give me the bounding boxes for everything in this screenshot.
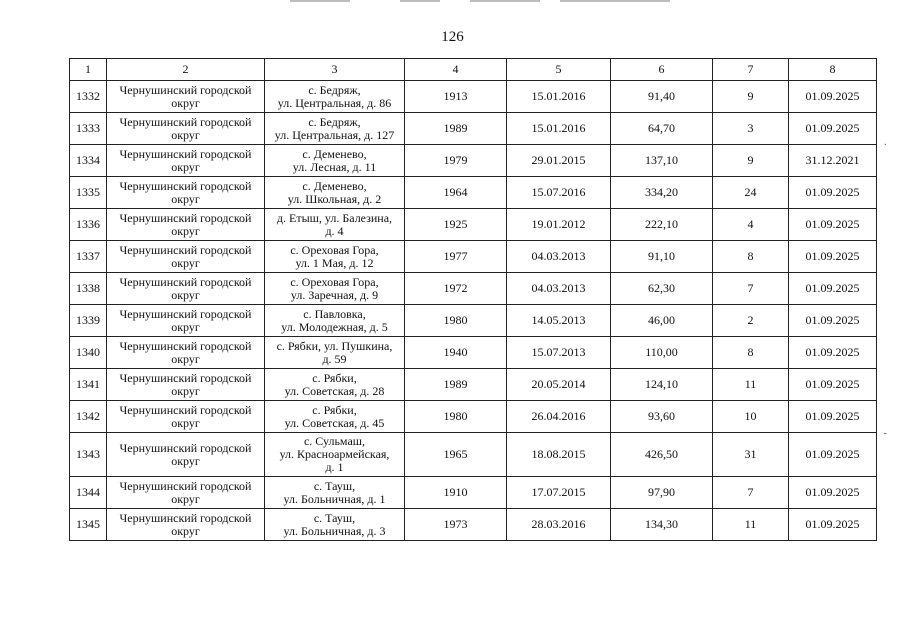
table-row	[70, 113, 877, 145]
cell-deadline-date: 01.09.2025	[789, 113, 877, 145]
cell-deadline-date: 01.09.2025	[789, 81, 877, 113]
cell-row-number: 1336	[70, 209, 107, 241]
cell-date: 15.01.2016	[507, 81, 611, 113]
housing-registry-table	[69, 58, 877, 541]
cell-date: 26.04.2016	[507, 401, 611, 433]
cell-count: 8	[713, 241, 789, 273]
cell-municipality: Чернушинский городской округ	[107, 509, 265, 541]
table-row	[70, 81, 877, 113]
cell-municipality: Чернушинский городской округ	[107, 477, 265, 509]
cell-year-built: 1977	[405, 241, 507, 273]
cell-municipality: Чернушинский городской округ	[107, 369, 265, 401]
cell-deadline-date: 01.09.2025	[789, 369, 877, 401]
cell-count: 7	[713, 477, 789, 509]
cell-count: 11	[713, 369, 789, 401]
cell-date: 29.01.2015	[507, 145, 611, 177]
top-scan-mark	[560, 0, 670, 2]
cell-year-built: 1979	[405, 145, 507, 177]
cell-address: д. Етыш, ул. Балезина, д. 4	[265, 209, 405, 241]
cell-area: 426,50	[611, 433, 713, 477]
cell-row-number: 1342	[70, 401, 107, 433]
cell-area: 222,10	[611, 209, 713, 241]
cell-municipality: Чернушинский городской округ	[107, 273, 265, 305]
cell-address: с. Деменево, ул. Лесная, д. 11	[265, 145, 405, 177]
table-row	[70, 401, 877, 433]
margin-tick: -	[883, 428, 887, 439]
cell-count: 9	[713, 145, 789, 177]
cell-date: 15.07.2016	[507, 177, 611, 209]
cell-year-built: 1965	[405, 433, 507, 477]
column-header: 8	[789, 59, 877, 81]
cell-municipality: Чернушинский городской округ	[107, 337, 265, 369]
cell-row-number: 1341	[70, 369, 107, 401]
cell-year-built: 1972	[405, 273, 507, 305]
cell-municipality: Чернушинский городской округ	[107, 209, 265, 241]
cell-row-number: 1343	[70, 433, 107, 477]
cell-year-built: 1910	[405, 477, 507, 509]
cell-date: 14.05.2013	[507, 305, 611, 337]
column-header: 3	[265, 59, 405, 81]
cell-row-number: 1337	[70, 241, 107, 273]
table-body	[70, 81, 877, 541]
cell-count: 24	[713, 177, 789, 209]
cell-municipality: Чернушинский городской округ	[107, 305, 265, 337]
cell-municipality: Чернушинский городской округ	[107, 113, 265, 145]
header-row	[70, 59, 877, 81]
column-header: 6	[611, 59, 713, 81]
table-row	[70, 369, 877, 401]
cell-count: 2	[713, 305, 789, 337]
cell-municipality: Чернушинский городской округ	[107, 177, 265, 209]
cell-date: 20.05.2014	[507, 369, 611, 401]
cell-year-built: 1989	[405, 113, 507, 145]
cell-area: 91,10	[611, 241, 713, 273]
cell-year-built: 1980	[405, 401, 507, 433]
cell-address: с. Павловка, ул. Молодежная, д. 5	[265, 305, 405, 337]
cell-count: 9	[713, 81, 789, 113]
cell-count: 4	[713, 209, 789, 241]
cell-area: 93,60	[611, 401, 713, 433]
cell-address: с. Рябки, ул. Советская, д. 28	[265, 369, 405, 401]
cell-row-number: 1335	[70, 177, 107, 209]
cell-address: с. Ореховая Гора, ул. 1 Мая, д. 12	[265, 241, 405, 273]
table-row	[70, 337, 877, 369]
cell-address: с. Тауш, ул. Больничная, д. 1	[265, 477, 405, 509]
cell-row-number: 1345	[70, 509, 107, 541]
table-row	[70, 177, 877, 209]
cell-date: 18.08.2015	[507, 433, 611, 477]
cell-date: 17.07.2015	[507, 477, 611, 509]
table-row	[70, 509, 877, 541]
cell-row-number: 1338	[70, 273, 107, 305]
cell-municipality: Чернушинский городской округ	[107, 433, 265, 477]
cell-address: с. Рябки, ул. Советская, д. 45	[265, 401, 405, 433]
cell-deadline-date: 01.09.2025	[789, 305, 877, 337]
cell-deadline-date: 01.09.2025	[789, 209, 877, 241]
cell-area: 124,10	[611, 369, 713, 401]
cell-row-number: 1339	[70, 305, 107, 337]
column-header: 5	[507, 59, 611, 81]
cell-area: 134,30	[611, 509, 713, 541]
cell-address: с. Ореховая Гора, ул. Заречная, д. 9	[265, 273, 405, 305]
table-row	[70, 477, 877, 509]
cell-deadline-date: 31.12.2021	[789, 145, 877, 177]
cell-area: 46,00	[611, 305, 713, 337]
cell-area: 97,90	[611, 477, 713, 509]
column-header: 1	[70, 59, 107, 81]
margin-tick: ·	[883, 140, 887, 151]
cell-date: 15.07.2013	[507, 337, 611, 369]
cell-year-built: 1913	[405, 81, 507, 113]
cell-deadline-date: 01.09.2025	[789, 273, 877, 305]
cell-date: 04.03.2013	[507, 241, 611, 273]
cell-area: 334,20	[611, 177, 713, 209]
cell-address: с. Рябки, ул. Пушкина, д. 59	[265, 337, 405, 369]
cell-count: 11	[713, 509, 789, 541]
cell-row-number: 1332	[70, 81, 107, 113]
cell-address: с. Сульмаш, ул. Красноармейская, д. 1	[265, 433, 405, 477]
cell-date: 19.01.2012	[507, 209, 611, 241]
cell-year-built: 1980	[405, 305, 507, 337]
cell-count: 3	[713, 113, 789, 145]
cell-address: с. Деменево, ул. Школьная, д. 2	[265, 177, 405, 209]
cell-deadline-date: 01.09.2025	[789, 241, 877, 273]
cell-deadline-date: 01.09.2025	[789, 177, 877, 209]
table-row	[70, 145, 877, 177]
cell-year-built: 1940	[405, 337, 507, 369]
cell-date: 28.03.2016	[507, 509, 611, 541]
cell-count: 31	[713, 433, 789, 477]
cell-deadline-date: 01.09.2025	[789, 433, 877, 477]
cell-address: с. Бедряж, ул. Центральная, д. 86	[265, 81, 405, 113]
cell-municipality: Чернушинский городской округ	[107, 145, 265, 177]
cell-area: 137,10	[611, 145, 713, 177]
table-row	[70, 241, 877, 273]
cell-year-built: 1925	[405, 209, 507, 241]
cell-address: с. Бедряж, ул. Центральная, д. 127	[265, 113, 405, 145]
column-header: 7	[713, 59, 789, 81]
cell-count: 7	[713, 273, 789, 305]
cell-area: 91,40	[611, 81, 713, 113]
table-row	[70, 209, 877, 241]
cell-deadline-date: 01.09.2025	[789, 337, 877, 369]
cell-row-number: 1334	[70, 145, 107, 177]
cell-row-number: 1344	[70, 477, 107, 509]
top-scan-mark	[470, 0, 540, 2]
column-header: 2	[107, 59, 265, 81]
cell-count: 10	[713, 401, 789, 433]
cell-area: 110,00	[611, 337, 713, 369]
top-scan-mark	[400, 0, 440, 2]
cell-date: 15.01.2016	[507, 113, 611, 145]
cell-municipality: Чернушинский городской округ	[107, 401, 265, 433]
table-row	[70, 305, 877, 337]
top-scan-mark	[290, 0, 350, 2]
cell-date: 04.03.2013	[507, 273, 611, 305]
cell-municipality: Чернушинский городской округ	[107, 81, 265, 113]
cell-deadline-date: 01.09.2025	[789, 477, 877, 509]
cell-year-built: 1989	[405, 369, 507, 401]
column-header: 4	[405, 59, 507, 81]
table-row	[70, 273, 877, 305]
cell-row-number: 1333	[70, 113, 107, 145]
cell-count: 8	[713, 337, 789, 369]
table-row	[70, 433, 877, 477]
cell-row-number: 1340	[70, 337, 107, 369]
page-number: 126	[441, 29, 464, 45]
cell-area: 64,70	[611, 113, 713, 145]
cell-year-built: 1973	[405, 509, 507, 541]
cell-year-built: 1964	[405, 177, 507, 209]
cell-deadline-date: 01.09.2025	[789, 401, 877, 433]
cell-area: 62,30	[611, 273, 713, 305]
cell-deadline-date: 01.09.2025	[789, 509, 877, 541]
cell-address: с. Тауш, ул. Больничная, д. 3	[265, 509, 405, 541]
cell-municipality: Чернушинский городской округ	[107, 241, 265, 273]
